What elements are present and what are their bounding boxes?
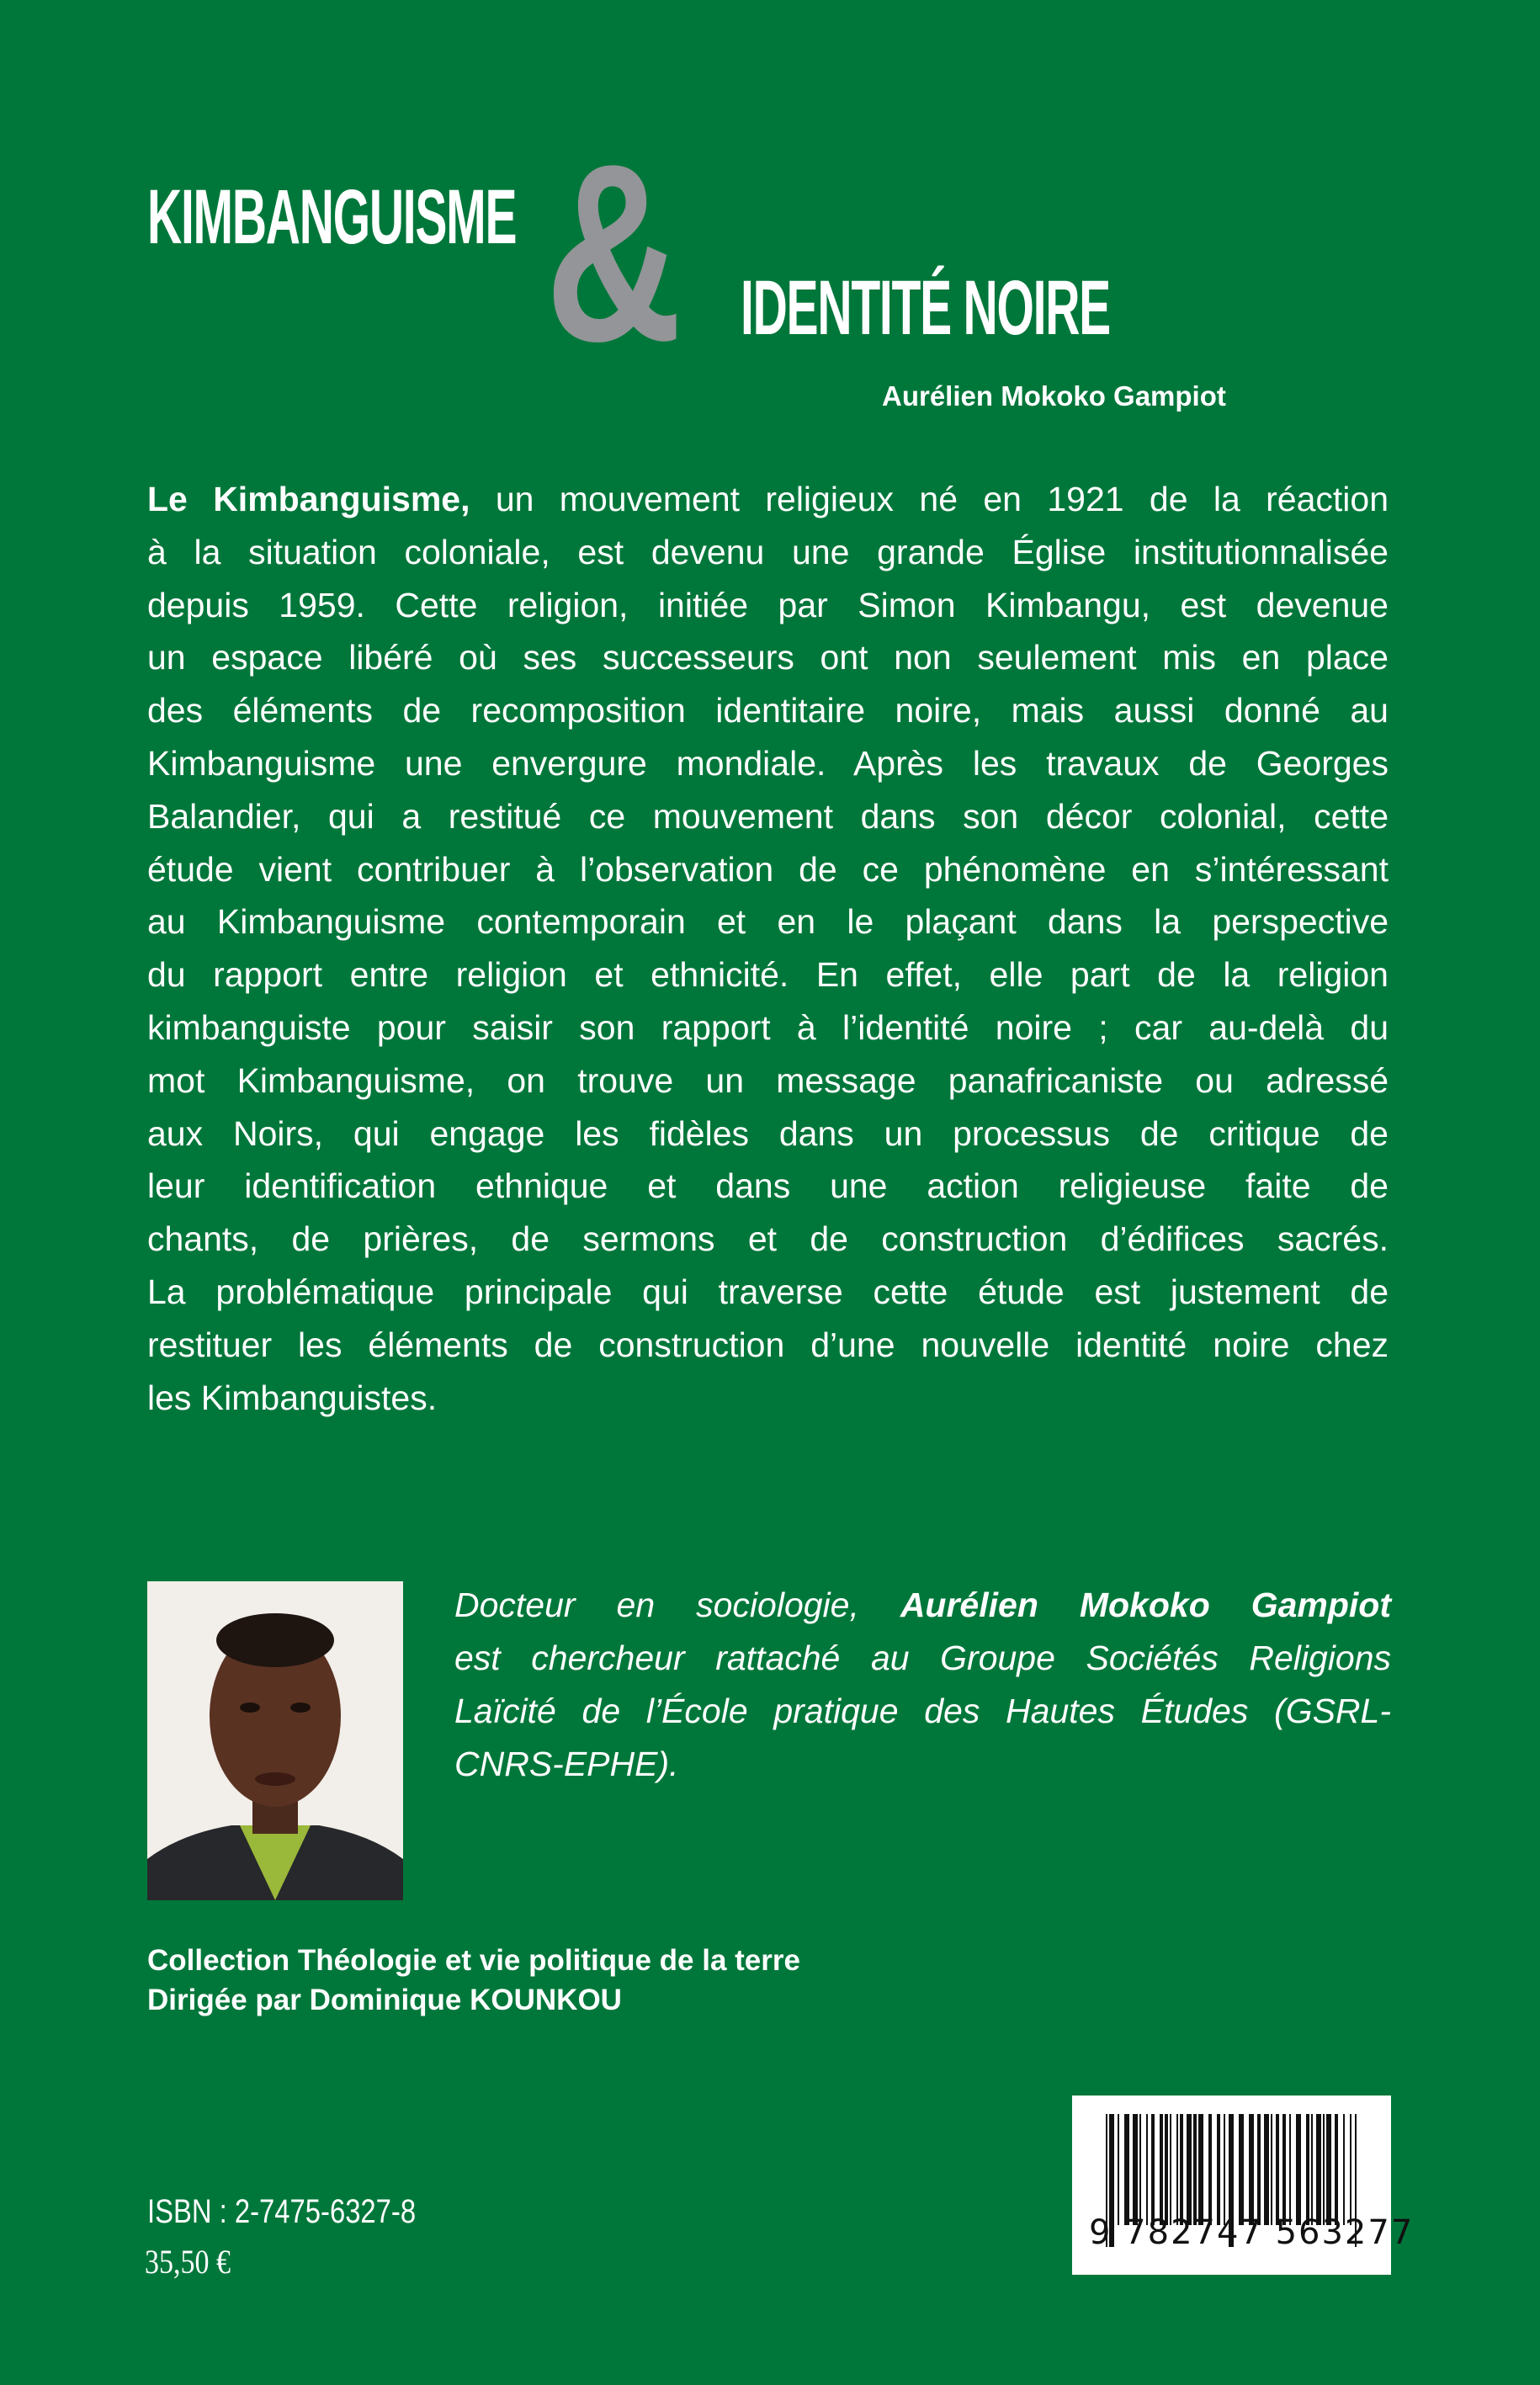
title-ampersand: & <box>545 111 682 394</box>
barcode-bar <box>1151 2114 1155 2225</box>
barcode-bar <box>1180 2114 1183 2225</box>
barcode-bar <box>1249 2114 1254 2225</box>
barcode-digits: 9 782747 563277 <box>1089 2213 1415 2252</box>
collection-director: Dirigée par Dominique KOUNKOU <box>147 1984 622 2016</box>
barcode-bar <box>1257 2114 1261 2225</box>
bio-line: CNRS-EPHE). <box>454 1745 679 1783</box>
summary-line: Balandier, qui a restitué ce mouvement dans son décor colonial, cette <box>147 796 1389 836</box>
barcode-bar <box>1133 2114 1138 2225</box>
summary-line: à la situation coloniale, est devenu une grande Église institutionnalisée <box>147 532 1389 571</box>
bio-author-name: Aurélien Mokoko Gampiot <box>900 1586 1391 1624</box>
summary-line: restituer les éléments de construction d’une nouvelle identité noire chez <box>147 1325 1389 1364</box>
barcode-bar <box>1271 2114 1272 2225</box>
barcode-bar <box>1217 2114 1220 2225</box>
summary-line: au Kimbanguisme contemporain et en le plaçant dans la perspective <box>147 902 1389 942</box>
summary-line: Kimbanguisme une envergure mondiale. Après les travaux de Georges <box>147 743 1389 783</box>
summary-line: La problématique principale qui traverse cette étude est justement de <box>147 1272 1389 1311</box>
summary-line: aux Noirs, qui engage les fidèles dans un processus de critique de <box>147 1113 1389 1153</box>
barcode-bar <box>1118 2114 1119 2225</box>
price: 35,50 € <box>145 2243 231 2281</box>
summary-lead: Le Kimbanguisme, <box>147 480 470 518</box>
author-bio <box>454 1579 1391 1791</box>
summary-line: du rapport entre religion et ethnicité. En effet, elle part de la religion <box>147 955 1389 995</box>
barcode-bar <box>1343 2114 1345 2225</box>
barcode-bar <box>1323 2114 1325 2225</box>
bio-line: Docteur en sociologie, Aurélien Mokoko Gampiot <box>454 1586 1391 1624</box>
barcode-bar <box>1311 2114 1313 2225</box>
barcode-bar <box>1335 2114 1338 2225</box>
summary-line: chants, de prières, de sermons et de construction d’édifices sacrés. <box>147 1219 1389 1259</box>
barcode-bar <box>1306 2114 1309 2225</box>
author-photo <box>147 1581 403 1900</box>
title-line-1: KIMBANGUISME <box>147 174 517 260</box>
summary-line: un espace libéré où ses successeurs ont non seulement mis en place <box>147 638 1389 677</box>
barcode-bar <box>1193 2114 1197 2225</box>
summary-line: Le Kimbanguisme, un mouvement religieux né en 1921 de la réaction <box>147 480 1389 518</box>
barcode-bar <box>1276 2114 1279 2225</box>
barcode-bar <box>1296 2114 1301 2225</box>
barcode-bar <box>1170 2114 1171 2225</box>
summary-line: depuis 1959. Cette religion, initiée par Simon Kimbangu, est devenue <box>147 585 1389 624</box>
barcode-bar <box>1326 2114 1331 2225</box>
barcode-bar <box>1282 2114 1286 2225</box>
summary-line: étude vient contribuer à l’observation de ce phénomène en s’intéressant <box>147 849 1389 889</box>
barcode-bar <box>1264 2114 1269 2225</box>
barcode <box>1072 2096 1415 2275</box>
barcode-bar <box>1316 2114 1321 2225</box>
isbn: ISBN : 2-7475-6327-8 <box>147 2193 417 2230</box>
collection-info <box>147 1941 800 2020</box>
barcode-bar <box>1187 2114 1192 2225</box>
barcode-bar <box>1124 2114 1129 2225</box>
barcode-bar <box>1176 2114 1178 2225</box>
bio-line: est chercheur rattaché au Groupe Sociétés Religions <box>454 1639 1391 1677</box>
barcode-bar <box>1160 2114 1163 2225</box>
barcode-bar <box>1289 2114 1291 2225</box>
barcode-bar <box>1146 2114 1148 2225</box>
author-name: Aurélien Mokoko Gampiot <box>882 380 1226 412</box>
summary-line: les Kimbanguistes. <box>147 1378 438 1417</box>
barcode-bar <box>1198 2114 1203 2225</box>
summary-line: kimbanguiste pour saisir son rapport à l’identité noire ; car au-delà du <box>147 1007 1389 1047</box>
summary-line: mot Kimbanguisme, on trouve un message panafricaniste ou adressé <box>147 1060 1389 1100</box>
barcode-bar <box>1208 2114 1212 2225</box>
collection-name: Collection Théologie et vie politique de la terre <box>147 1944 800 1977</box>
barcode-bar <box>1165 2114 1168 2225</box>
summary-line: leur identification ethnique et dans une action religieuse faite de <box>147 1166 1389 1206</box>
title-line-2: IDENTITÉ NOIRE <box>741 265 1110 351</box>
summary-line: des éléments de recomposition identitaire noire, mais aussi donné au <box>147 691 1389 730</box>
barcode-bar <box>1139 2114 1141 2225</box>
barcode-bar <box>1350 2114 1351 2225</box>
summary-text <box>147 473 1389 1424</box>
bio-line: Laïcité de l’École pratique des Hautes Études (GSRL- <box>454 1692 1391 1730</box>
barcode-bar <box>1224 2114 1225 2225</box>
barcode-bar <box>1239 2114 1244 2225</box>
